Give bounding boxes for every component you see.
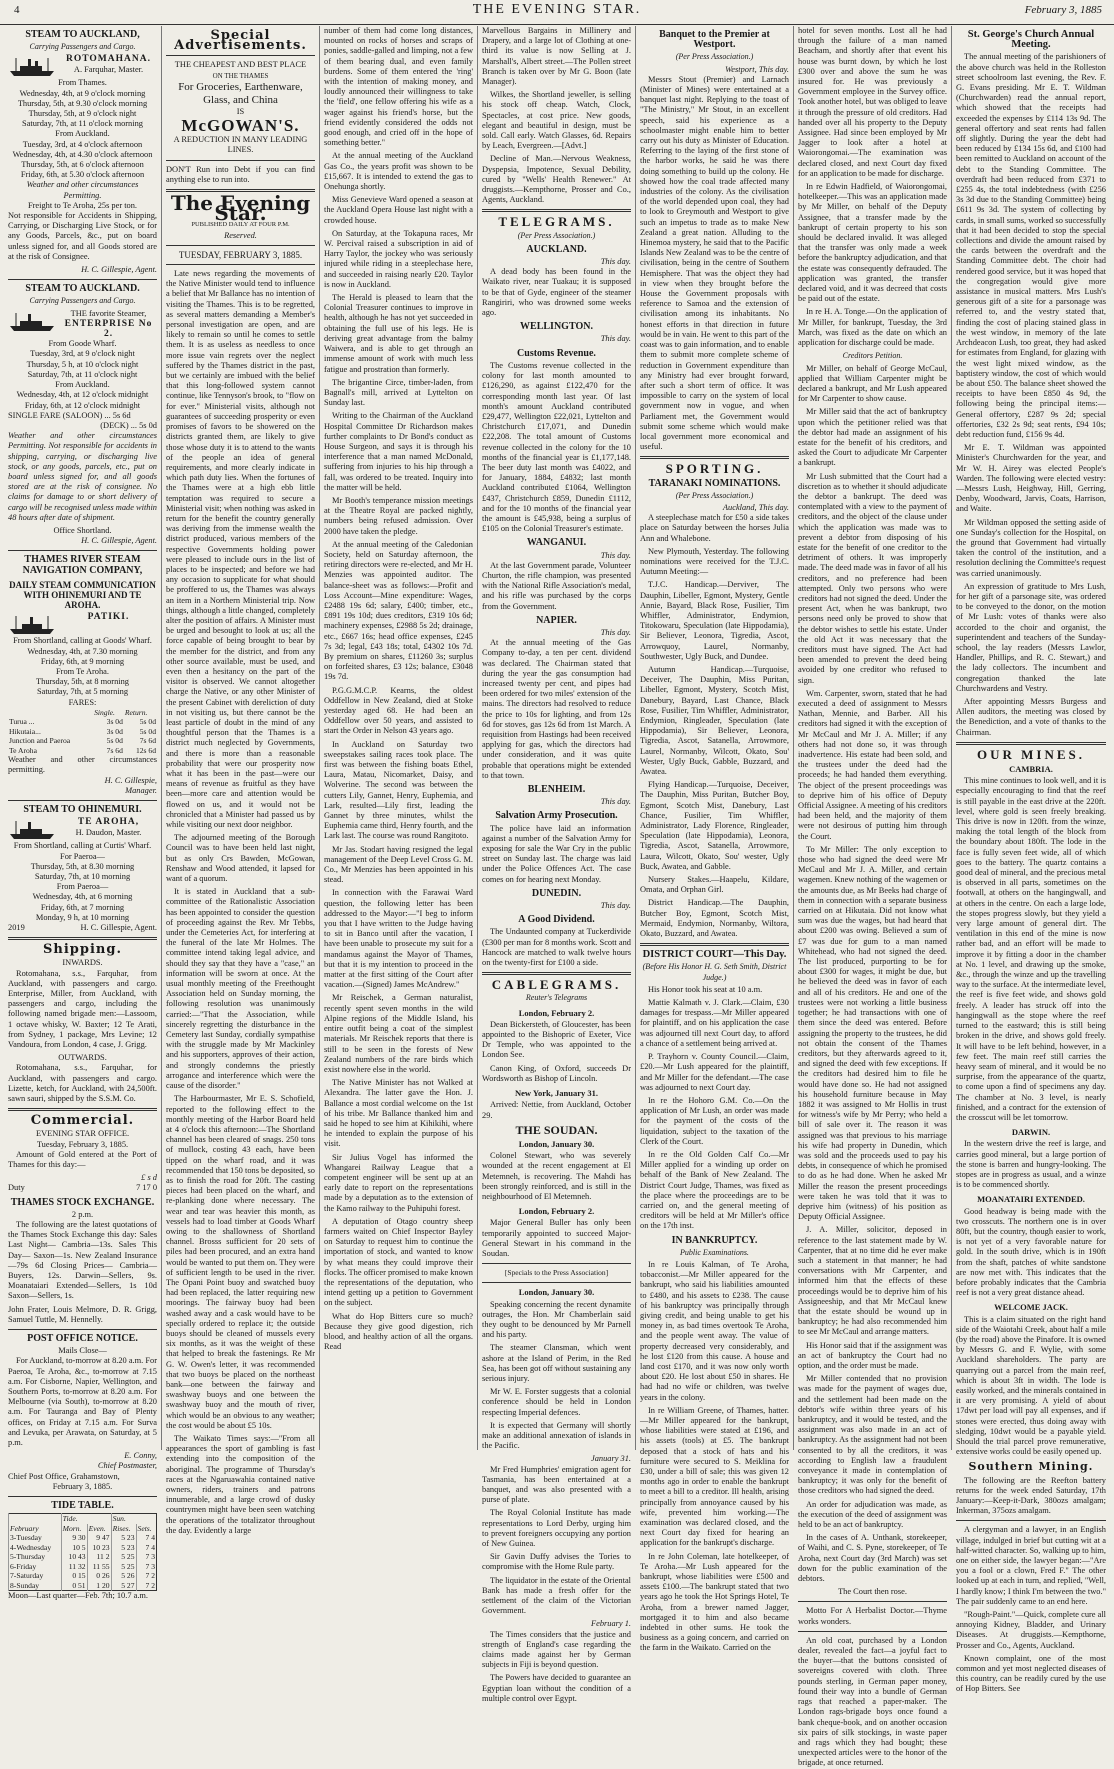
schedule-line: Wednesday, 4th, at 6 morning xyxy=(32,892,133,902)
article-paragraph: A steeplechase match for £50 a side takes place on Saturday between the horses Julia Ann and Whalebone. xyxy=(640,513,789,543)
schedule-line: Tuesday, 3rd, at 4 o'clock afternoon xyxy=(22,139,143,149)
article-paragraph: In re H. A. Tonge.—On the application of Mr Miller, for bankrupt, Tuesday, the 3rd March, was fixed as the date on which an application for discharge could be made. xyxy=(798,307,947,348)
special-line: [Specials to the Press Association] xyxy=(504,1268,609,1278)
tide-table-section xyxy=(8,1501,157,1601)
article-paragraph: Mr Booth's temperance mission meetings at the Theatre Royal are packed nightly, numbers being refused admission. Over 2000 have taken the pledge. xyxy=(324,495,473,536)
office-line: Office Shortland. xyxy=(53,525,112,535)
schedule-line: Thursday, 5th, at 8.30 morning xyxy=(30,861,135,871)
fares-table: Single. Return. Turua ... 3s 0d 5s 0d Hikutaia... 3s 0d 5s 0d Junction and Paeroa 5s 0d 7s 6d Te Aroha 7s 6d 12s 6d xyxy=(9,707,156,755)
newspaper-masthead-title: THE EVENING STAR. xyxy=(472,2,642,17)
section-heading-district-court: DISTRICT COURT—This Day. xyxy=(642,949,787,961)
article-paragraph: Amount of Gold entered at the Port of Thames for this day:— xyxy=(8,1149,157,1169)
mine-heading: WELCOME JACK. xyxy=(994,1302,1068,1313)
article-paragraph: In the western drive the reef is large, and carries good mineral, but a large portion of the stone is barren and hungry-looking. The stopes are in progress as usual, and a winze is to be commenced shortly. xyxy=(956,1139,1106,1190)
article-heading: TARANAKI NOMINATIONS. xyxy=(648,477,781,489)
article-paragraph: Rotomahana, s.s., Farquhar, from Auckland, with passengers and cargo. Enterprise, Miller, from Auckland, with passengers and cargo, including the following named brigade men:—Lassoom, 1 octave whisky, W. Baxter; 12 Te Arati, from Sydney, 1 package, Mrs Levine; 12 Vandoura, from London, 4 case, J. Grigg. xyxy=(8,968,157,1049)
article-paragraph: The Harbourmaster, Mr E. S. Schofield, reported to the following effect to the monthly meeting of the Harbor Board held at 4 o'clock this afternoon:—The Shortland channel has been cleared of snags. 250 tons of mullock, costing 43 each, have been tipped on the wharf road, and it was recommended that 150 tons be deposited, so as to finish the road for 20ft. The casting pieces had been placed on the wharf, and re-planking done where necessary. The wear and tear was heavier this month, as vessels had to load timber at Goods Wharf owing to the shallowness of Shortland channel. Brosss sufficient for 20 sets of piles had been procured, and an extra hand would be wanted to put them on. They were of sufficient length to be used in the river. The Opani Point buoy and swatched buoy had been replaced, the latter requiring new moorings. The fairway buoy had been washed away and a cask would have to be specially ordered to replace it; the outside buoys should be cleaned of mussels every six months, as it was the weight of these that helped to break the fastenings. Re Mr G. W. Owen's letter, it was recommended that two buoys be placed on the northeast bank—one between the fairway and swashway buoys and one between the swashway buoy and the mouth of river, which would be an obvious to any weather; the cost would be about £5 10s. xyxy=(166,1094,315,1430)
article-paragraph: Good headway is being made with the two crosscuts. The northern one is in over 80ft, but the country, though easier to work, is not yet of a very favorable nature for gold. In the south drive, which is in 190ft from the shaft, patches of white sandstone are now met with. This indicates that the before probably indicates that the Cambria reef is not a very great distance ahead. xyxy=(956,1206,1106,1298)
article-paragraph: District Handicap.—The Dauphin, Butcher Boy, Egmont, Scotch Mist, Mermaid, Endymion, Normanby, Wiltora, Okato, Buzzard, and Awatea. xyxy=(640,898,789,939)
article-paragraph: His Honor took his seat at 10 a.m. xyxy=(648,984,763,994)
article-paragraph: "Rough-Paint."—Quick, complete cure all annoying Kidney, Bladder, and Urinary Diseases. At druggists.—Kempthorne, Prosser and Co., Agents, Auckland. xyxy=(956,1610,1106,1650)
mine-heading: CAMBRIA. xyxy=(1009,764,1053,775)
article-paragraph: A deputation of Otago country sheep farmers waited on Chief Inspector Bayley on Saturday to request him to continue the importation of stock, and wanted to know by what means they could improve their flocks. The officer promised to make known the representations of the deputation, who intend getting up a petition to Government on the subject. xyxy=(324,1216,473,1308)
article-paragraph: Mr Jas. Stodart having resigned the legal management of the Deep Level Cross G. M. Co., Mr Menzies has been appointed in his stead. xyxy=(324,844,473,885)
schedule-line: Thursday, 5th, at 9.30 o'clock morning xyxy=(17,98,148,108)
article-paragraph: In re Louis Kalman, of Te Aroha, tobacconist.—Mr Miller appeared for the bankrupt, who said his liabilities amounted to £480, and his assets to £238. The cause of his bankruptcy was principally through giving credit, and being unable to get his money in, as bad times overtook Te Aroha, and the people went away. The value of property decreased very considerably, and he lost £120 from this cause. A house and land cost £170, and it was now only worth about £20. He lost about £50 in shares. He had had no wife or children, was twelve years in the colony. xyxy=(640,1259,789,1402)
article-paragraph: His Honor said that if the assignment was an act of bankruptcy the Court had no option, and the order must be made. xyxy=(798,1340,947,1370)
article-paragraph: Known complaint, one of the most common and yet most neglected diseases of this country, can be readily cured by the use of Hop Bitters. See xyxy=(956,1653,1106,1694)
article-paragraph: number of them had come long distances, mounted on rocks of horses and scraps of ponies, saddle-galled and limping, not a few of them bearing dual, and even family burdens. Some of them entered the 'ring' with the intention of making money, and loudly announced their willingness to take the 'field', one fellow offering his wife as a wager against his friend's horse, but the friend evidently considered the odds not good enough, and cried off in the hope of something better." xyxy=(324,26,473,148)
section-heading-cablegrams: CABLEGRAMS. xyxy=(491,977,622,993)
mine-heading: MOANATAIRI EXTENDED. xyxy=(977,1194,1085,1205)
schedule-line: From Shortland, calling at Goods' Wharf. xyxy=(13,636,152,646)
office-line: Chief Post Office, Grahamstown, xyxy=(8,1471,120,1481)
article-paragraph: Sir Gavin Duffy advises the Tories to compromise with the Home Rule party. xyxy=(482,1552,631,1572)
ship-name: ROTOMAHANA. xyxy=(66,54,151,65)
article-paragraph: Marvellous Bargains in Millinery and Drapery, and a large lot of Clothing at one-third its value is now Selling at J. Marshall's, Albert street.—The Pollen street Branch is taken over by Mr G. Boon (late Manager). xyxy=(482,26,631,87)
article-paragraph: Decline of Man.—Nervous Weakness, Dyspepsia, Impotence, Sexual Debility, cured by "Wells' Health Renewer." At druggists.—Kempthorne, Prosser and Co., Agents, Auckland. xyxy=(482,154,631,205)
column-2 xyxy=(162,26,320,1535)
article-paragraph: The brigantine Circe, timber-laden, from Bagnall's mill, arrived at Lyttelton on Sunday last. xyxy=(324,377,473,408)
dateline: Tuesday, February 3, 1885. xyxy=(36,1139,129,1149)
mine-heading: DARWIN. xyxy=(1011,1127,1051,1138)
ad-line: ON THE THAMES xyxy=(212,71,269,80)
dateline-place: DUNEDIN. xyxy=(531,887,582,899)
column-6 xyxy=(794,26,952,1768)
ship-name: TE AROHA, xyxy=(77,817,140,828)
agent-role: Manager. xyxy=(125,785,157,795)
ad-mcgowans xyxy=(166,60,315,185)
court-subheading: (Before His Honor H. G. Seth Smith, District Judge.) xyxy=(642,962,787,982)
article-paragraph: The annual meeting of the parishioners of the above church was held in the Rolleston street schoolroom last evening, the Rev. F. G. Evans presiding. Mr E. T. Wildman (Churchwarden) read the annual report, which showed that the receipts had exceeded the expenses by £114 13s 9d. The general offertory and seat rents had fallen off slightly. During the year the debt had been reduced by £134 15s 6d, and £100 had been remitted to Auckland on account of the debt to the Standing Committee. The overdraft had been reduced from £371 to £255 4s, the total indebtedness (with £256 3s 3d due to the Standing Committee) being £611 9s 3d. The system of collecting by cards, in small sums, worked so successfully that it had been decided to stop the special collections and divide the amount raised by the cards between the overdraft and the Standing Committee debt. The choir had rendered good service, but it was hoped that the congregation would give more assistance in musical matters. Mrs Lush's generous gift of a site for a parsonage was referred to, and the vestry stated that, finding the cost of placing stained glass in the west window, in memory of the late Archdeacon Lush, too great, they had asked for estimates from England, for glazing with the west light mixed window, as the baptistery window, the cost of which would be about £50. The balance sheet showed the receipts to have been £850 4s 9d, the following being the principal items:—General offertory, £287 9s 2d; special offertories, £32 2s 9d; seat rents, £94 10s; debt reduction fund, £156 9s 4d. xyxy=(956,52,1106,439)
dateline-place: London, January 30. xyxy=(518,1287,595,1298)
article-paragraph: P. Trayhorn v. County Council.—Claim, £20.—Mr Lush appeared for the plaintiff, and Mr Miller for the defendant.—The case was adjourned to next Court day. xyxy=(640,1052,789,1092)
article-paragraph: An old coat, purchased by a London dealer, revealed the fact—a joyful fact to the buyer—that the buttons consisted of sovereigns covered with cloth. Three pounds sterling, in German paper money, found their way into a bundle of German rags that reached a paper-maker. The London rags-brigade boys once found a bank cheque-book, and on another occasion six pairs of silk stockings, in waste paper and rags which they had bought; these unexpected articles were to the honor of the brigade, at once returned. xyxy=(798,1635,947,1768)
article-paragraph: The following are the Reefton battery returns for the week ended Saturday, 17th January:—Keep-it-Dark, 380ozs amalgam; Inkerman, 375ozs amalgam. xyxy=(956,1475,1106,1516)
masthead xyxy=(0,0,1114,25)
article-paragraph: Mr Fred Humphries' emigration agent for Tasmania, has been entertained at a banquet, and was also presented with a purse of plate. xyxy=(482,1464,631,1505)
article-heading: Southern Mining. xyxy=(968,1460,1094,1474)
article-paragraph: In re William Greene, of Thames, hatter.—Mr Miller appeared for the bankrupt, whose liabilities were stated at £196, and his assets (tools) at £5. The bankrupt deposed that a stock of hats and his furniture were secured to S. Meiklina for £30, under a bill of sale; this was given 12 months ago in order to enable the bankrupt to meet a bill to a creditor. Ill health, arising principally from annoyance caused by his wife, prevented him working.—The examination was declared closed, and the next Court day fixed for hearing an application for the bankrupt's discharge. xyxy=(640,1405,789,1548)
article-paragraph: Mr Wildman opposed the setting aside of one Sunday's collection for the Hospital, on the ground that Government had virtually taken the control of the institution, and a resolution declining the Committee's request was carried unanimously. xyxy=(956,517,1106,578)
schedule-line: Saturday, 7th, at 11 o'clock night xyxy=(27,369,138,379)
steamship-icon xyxy=(8,56,56,78)
article-paragraph: J. A. Miller, solicitor, deposed in reference to the last statement made by W. Carpenter, that at no time did he ever make such a statement in that manner; he had conversations with Mr Carpenter, and informed him that the effects of these proceedings would be to deprive him of his Assigneeship, and that Mr McCaul knew that the estate should be wound up in bankruptcy; he had also recommended him to see Mr McCaul and arrange matters. xyxy=(798,1225,947,1337)
section-heading: TIDE TABLE. xyxy=(51,1500,114,1512)
article-paragraph: New Plymouth, Yesterday. The following nominations were received for the T.J.C. Autumn Meeting:— xyxy=(640,546,789,577)
schedule-line: Monday, 9 h, at 10 morning xyxy=(35,912,130,922)
article-paragraph: Mr Miller, on behalf of George McCaul, applied that William Carpenter might be declared a bankrupt, and Mr Lush appeared for Mr Carpenter to show cause. xyxy=(798,363,947,404)
schedule-line: From Goode Wharf. xyxy=(48,339,117,349)
dateline-place: WANGANUI. xyxy=(526,537,587,549)
page-number: 4 xyxy=(14,4,20,16)
ad-notice-text: Not responsible for Accidents in Shipping, Carrying, or Discharging Live Stock, or for any Goods, Parcels, &c., put on board unless signed for, and all Goods stored are at the risk of Consignee. xyxy=(8,211,157,261)
article-paragraph: Mr W. E. Forster suggests that a colonial conference should be held in London respecting Imperial defences. xyxy=(482,1387,631,1417)
section-heading: Shipping. xyxy=(43,942,122,958)
article-paragraph: Motto For A Herbalist Doctor.—Thyme works wonders. xyxy=(798,1606,947,1626)
dateline-place: London, February 2. xyxy=(518,1007,595,1018)
article-paragraph: This mine continues to look well, and it is especially encouraging to find that the reef is still payable in the east drive at the 220ft. level, where gold is seen freely breaking. This drive is now in 120ft. from the winze, making the total length of the block from the boundary about 180ft. The lode in the face is fully seven feet wide, all of which goes to the battery. The quartz contains a good deal of mineral, and the precious metal is observed in all parts, sometimes on the footwall, at others on the hangingwall, and at others in the centre. On each a large lode, the stopes progress slowly, but they yield a very large amount of general dirt. The ventilation in this end of the mine is now rather bad, and an effort will be made to improve it by fitting a door in the chamber at No. 1 level, and drawing up the smoke, &c., through the winze and up the travelling way to the surface. At the intermediate level, the reef is five feet wide, and shows gold freely. A leader has struck off into the hangingwall as the stope where the reef turned to the eastward; this is still being broken in the drive, and shows gold freely. It will have to be left behind, however, in a few feet. The main reef still carries the heavy seam of mineral, and it would be no surprise, from the appearance of the quartz, to come upon a find of specimens any day. The chamber at No. 3 level, is nearly finished, and a contract for the extension of the crosscut will be let tomorrow. xyxy=(956,776,1106,1122)
table-row: Hikutaia... 3s 0d 5s 0d xyxy=(9,726,156,736)
article-paragraph: In re the Hohoro G.M. Co.—On the application of Mr Lush, an order was made for the payment of the costs of the liquidation, subject to the taxation of the Clerk of the Court. xyxy=(640,1095,789,1146)
article-paragraph: Miss Genevieve Ward opened a season at the Auckland Opera House last night with a crowded house. xyxy=(324,195,473,225)
article-paragraph: It is expected that Germany will shortly make an additional annexation of islands in the Pacific. xyxy=(482,1420,631,1451)
ad-thames-river-steam-navigation xyxy=(8,555,157,796)
broker-names: John Frater, Louis Melmore, D. R. Grigg, Samuel Tuttle, M. Hennelly. xyxy=(8,1304,157,1324)
press-association-line: (Per Press Association.) xyxy=(675,52,754,62)
article-paragraph: Mr E. T. Wildman was appointed Minister's Churchwarden for the year, and Mr W. H. Airey was elected People's Warden. The following were elected vestry:—Messrs Lush, Heighway, Hill, Gerring, Denby, Woodward, Jarvis, Coats, Harrison, and Waite. xyxy=(956,443,1106,514)
column-3 xyxy=(320,26,478,1450)
article-paragraph: Flying Handicap.—Turquoise, Deceiver, The Dauphin, Miss Puritan, Butcher Boy, Egmont, Scotch Mist, Danebury, Last Chance, Fusilier, Tim Whiffler, Administrator, Lady Florence, Ringleader, Speculation (late Hippodamia), Leonora, Tigredia, Ascot, Satanella, Arrowmore, Laura, Wilcott, Okato, Sou' wester, Ugly Buck, Awatea, and Gabble. xyxy=(640,780,789,871)
schedule-line: For Paeroa— xyxy=(60,851,105,861)
article-heading: A Good Dividend. xyxy=(518,914,595,926)
tide-table: Tide. Sun. February Morn. Even. Rises. Sets. 3-Tuesday 9 30 9 47 5 23 7 4 4-Wednesday 10 5 10 23 5 23 7 4 5-Thursday 10 43 11 2 5 25 7 3 6-Friday 11 32 11 55 5 25 7 3 7-Saturday 0 15 0 26 5 26 7 2 8-Sunday 0 51 1 20 5 27 7 2 xyxy=(10,1514,155,1590)
article-paragraph: Speaking concerning the recent dynamite outrages, the Hon. Mr Chamberlain said they ought to be denounced by Mr Parnell and his party. xyxy=(482,1299,631,1340)
dateline: February 3, 1885. xyxy=(52,1481,113,1491)
dateline-date: This day. xyxy=(600,550,631,560)
article-paragraph: In re the Old Golden Calf Co.—Mr Miller applied for a winding up order on behalf of the Bank of New Zealand. The District Court Judge, Thames, was fixed as the place where the proceedings are to be carried on, and the general meeting of creditors will be held at Mr Miller's office on the 17th inst. xyxy=(640,1149,789,1231)
ad-heading: STEAM TO OHINEMURI. xyxy=(23,804,142,816)
article-paragraph: The Waikato Times says:—"From all appearances the sport of gambling is fast extending into the composition of the aboriginal. The programme of Thursday's races at the Ngaruawahia contained native owners, riders, trainers and patrons innumerable, and a large crowd of dusky countrymen might have been seen watching the operations of the totalizator throughout the day. Evidently a large xyxy=(166,1434,315,1535)
steamship-icon xyxy=(8,311,56,333)
article-paragraph: The Royal Colonial Institute has made representations to Lord Derby, urging him to prevent foreigners occupying any portion of New Guinea. xyxy=(482,1508,631,1549)
weather-line: Weather and other circumstances permitting. xyxy=(8,755,157,775)
subheading: Creditors Petition. xyxy=(842,351,903,361)
article-paragraph: On Saturday, at the Tokapuna races, Mr W. Percival raised a subscription in aid of Harry Taylor, the jockey who was seriously injured while riding in a steeplechase here, and succeeded in raising nearly £20. Taylor is now in Auckland. xyxy=(324,228,473,289)
article-paragraph: Messrs Stout (Premier) and Larnach (Minister of Mines) were entertained at a banquet last night. Replying to the toast of "The Ministry," Mr Stout, in an excellent speech, said his experience as a schoolmaster might enable him to better carry out his duty as Minister of Education. Referring to the laying of the first stone of the harbor works, he said he was there doing something to build up the colony. He showed how the coal trade affected many industries of the colony. As the civilisation of the world depended upon coal, they had to look to Greymouth and Westport to give such an impetus to trade as to make New Zealand a great nation. Alluding to the Hinemoa mystery, he said that to the Pacific Islands New Zealand was to be the centre of civilisation, being in the centre of Southern Hemisphere. That was the object they had in view when they brought before the House the Government proposals with reference to Samoa and the extension of civilisation among its inhabitants. No honest efforts in that direction in future would be in vain. He went to this part of the coast was to gain information, and to enable them to submit more complete scheme of reduction in Government expenditure than any Ministry had ever brought forward, after such a short term of office. It was impossible to carry on the system of local government now in vogue, and when Parliament met, the Government would submit some scheme which would make local government more economical and useful. xyxy=(640,74,789,452)
article-paragraph: The Undaunted company at Tuckerdivide (£300 per man for 8 months work. Scott and Hancock are matched to walk twelve hours on the twenty-first for £100 a side. xyxy=(482,927,631,968)
schedule-line: Freight to Te Aroha, 25s per ton. xyxy=(27,200,138,210)
schedule-line: Wednesday, 4th, at 9 o'clock morning xyxy=(19,88,146,98)
schedule-line: Friday, 6th, at 5.30 o'clock afternoon xyxy=(20,170,145,180)
dateline-place: London, January 30. xyxy=(518,1138,595,1149)
ship-master: A. Farquhar, Master. xyxy=(73,64,144,74)
subheading: EVENING STAR OFFICE. xyxy=(35,1129,130,1139)
steamship-icon xyxy=(8,819,56,841)
schedule-line: From Paeroa— xyxy=(56,882,109,892)
section-heading-sporting: SPORTING. xyxy=(665,461,764,477)
subheading: INWARDS. xyxy=(62,958,103,968)
article-paragraph: The Powers have decided to guarantee an Egyptian loan without the condition of a multiple control over Egypt. xyxy=(482,1673,631,1703)
table-row: Junction and Paeroa 5s 0d 7s 6d xyxy=(9,736,156,746)
article-paragraph: Major General Buller has only been temporarily appointed to succeed Major-General Stewart in his command in the Soudan. xyxy=(482,1218,631,1258)
steamship-icon xyxy=(8,614,56,636)
schedule-line: From Shortland, calling at Curtis' Wharf. xyxy=(13,841,152,851)
ad-code: 2019 xyxy=(8,922,25,932)
schedule-line: From Thames. xyxy=(58,78,107,88)
ad-line: A REDUCTION IN MANY LEADING LINES. xyxy=(173,135,308,155)
article-paragraph: At the annual meeting of the Gas Company to-day, a ten per cent. dividend was declared. The Chairman stated that during the year the gas consumption had increased twenty per cent, and pipes had been ordered for two miles' extension of the mains. The directors had resolved to reduce the price to 10s for lighting, and from 12s 6d for stoves, gas 12s 6d from 1st March. A requisition from Hastings had been received applying for gas, which the directors had under consideration, and it was quite probable that operations might be extended to that town. xyxy=(482,638,631,780)
moon-phase-line: Moon—Last quarter—Feb. 7th; 10.7 a.m. xyxy=(8,1591,149,1601)
dateline-date: This day. xyxy=(600,257,631,267)
dateline: Auckland, This day. xyxy=(722,502,789,512)
section-heading: Commercial. xyxy=(30,1113,135,1129)
dateline-place: London, February 2. xyxy=(518,1206,595,1217)
article-paragraph: Writing to the Chairman of the Auckland Hospital Committee Dr Richardson makes further complaints to Dr Bond's conduct as House Surgeon, and says it is through his interference that a man named McDonald, suffering from injuries to his hip through a fall, was ordered to be treated. Inquiry into the matter will be held. xyxy=(324,411,473,492)
dateline-date: This day. xyxy=(600,797,631,807)
article-paragraph: The Times considers that the justice and strength of England's case regarding the claims made against her by German subjects in Fiji is beyond question. xyxy=(482,1629,631,1670)
section-heading: Special Advertisements. xyxy=(174,28,307,54)
section-heading-bankruptcy: IN BANKRUPTCY. xyxy=(671,1234,758,1246)
article-paragraph: The following are the latest quotations of the Thames Stock Exchange this day: Sales Last Night— Cambria—13s. Sales This Day— Saxon—1s. New Zealand Insurance—79s 6d Closing Prices— Cambria—Buyers, 12s. Darwin—Sellers, 9s. Moanataiari Extended—Sellers, 1s 10d Saxon—Sellers, 1s. xyxy=(8,1220,157,1301)
table-row: 4-Wednesday 10 5 10 23 5 23 7 4 xyxy=(10,1542,155,1552)
article-paragraph: Mr Miller said that the act of bankruptcy upon which the petitioner relied was that the debtor had made an assignment of his estate for the benefit of his creditors, and asked the Court to adjudicate Mr Carpenter a bankrupt. xyxy=(798,407,947,468)
schedule-line: Weather and other circumstances Permitting. xyxy=(26,180,139,200)
article-paragraph: It is stated in Auckland that a sub-committee of the Rationalistic Association has been appointed to consider the question of proceeding against the Rev. Mr Tebbs, under the Cemeteries Act, for interfering at the funeral of the late Mr Holmes. The committee intend taking legal advice, and should they say that they have a "case," an information will be sworn at once. At the usual monthly meeting of the Freethought Association held on Sunday morning, the following resolution was unanimously carried:—"That the Association, while sincerely regretting the disturbance in the Cemetery last Sunday, cordially sympathise with the struggle made by Mr Mackinley and his supporters, approves of their action, and strongly condemns the priestly arrogance and interference which were the cause of the disorder." xyxy=(166,887,315,1091)
article-paragraph: Mr Lush submitted that the Court had a discretion as to whether it should adjudicate the debtor a bankrupt. The deed was contemplated with a view to the payment of creditors, and the object of the clause under which the application was made was to prevent a debtor from disposing of his estate for the benefit of one creditor to the detriment of others. It was improperly made. The deed made was in favor of all his creditors, and no preference had been attempted. Only two persons who were creditors had not signed the deed. Under the present Act, when he was bankrupt, two persons need only be proved to show that the debtor wishes to settle his estate. Under the old Act it was necessary that the creditors must have signed. The Act had been amended to prevent the deed being avoided by one creditor who refused to sign. xyxy=(798,471,947,685)
schedule-line: Friday, 6th, at 7 morning xyxy=(40,902,125,912)
ship-intro: THE favorite Steamer, xyxy=(70,308,147,318)
schedule-line: Saturday, 7th, at 10 morning xyxy=(34,871,131,881)
article-paragraph: The adjourned meeting of the Borough Council was to have been held last night, but as only Crs Bawden, McGowan, Renshaw and Wood attended, it lapsed for want of a quorum. xyxy=(166,833,315,884)
signature-role: Chief Postmaster, xyxy=(97,1461,157,1471)
dateline-place: BLENHEIM. xyxy=(527,784,586,796)
schedule-line: Thursday, 5th, at 6 o'clock afternoon xyxy=(21,160,144,170)
dateline: 2 p.m. xyxy=(71,1209,94,1219)
ad-line: For Groceries, Earthenware, Glass, and China xyxy=(178,80,303,106)
article-paragraph: A dead body has been found in the Waikato river, near Tuakau; it is supposed to be that of Gyde, engineer of the steamer Rangiriri, who was drowned some weeks ago. xyxy=(482,267,631,318)
column-5 xyxy=(636,26,794,1653)
section-heading-soudan: THE SOUDAN. xyxy=(515,1122,598,1137)
ship-name: PATIKI. xyxy=(87,612,130,623)
agent-signature: H. C. Gillespie, Agent. xyxy=(81,265,157,275)
article-paragraph: Arrived: Nettie, from Auckland, October 29. xyxy=(482,1100,631,1120)
subheading: Public Examinations. xyxy=(680,1247,749,1257)
article-paragraph: The Native Minister has not Walked at Alexandra. The latter gave the Hon. J. Ballance a most cordial welcome on the 1st of his tribe. Mr Ballance thanked him and said he hoped to see him at Kihikihi, where he intended to explain the purpose of his visit. xyxy=(324,1078,473,1149)
article-paragraph: For Auckland, to-morrow at 8.20 a.m. For Paeroa, Te Aroha, &c., to-morrow at 7.15 a.m. For Cisborne, Napier, Wellington, and Southern Ports, to-morrow at 8.20 a.m. For Melbourne (via South), to-morrow at 8.20 a.m. For Tauranga and Bay of Plenty offices, on Friday at 7.15 a.m. For Surva and Levuka, per Arawata, on Saturday, at 5 p.m. xyxy=(8,1356,157,1448)
table-row: 5-Thursday 10 43 11 2 5 25 7 3 xyxy=(10,1552,155,1562)
agent-signature: H. C. Gillespie, xyxy=(104,775,157,785)
article-paragraph: At the last Government parade, Volunteer Churton, the rifle champion, was presented with the National Rifle Association's medal, and his rifle was purchased by the corps from the Government. xyxy=(482,560,631,611)
article-paragraph: Wm. Carpenter, sworn, stated that he had executed a deed of assignment to Messrs Nathan, Mennie, and Barber. All his creditors had signed it with the exception of Mr McCaul and Mr J. A. Miller; if any others had not done so, it was through inadvertence. His estate had been sold, and the trustees under the deed had the proceeds; he had handed them everything. The object of the present proceedings was to deprive him of his office of Deputy Official Assignee. A meeting of his creditors had been held, and the majority of them were not desirous of putting him through the Court. xyxy=(798,688,947,841)
article-paragraph: Wilkes, the Shortland jeweller, is selling his stock off cheap. Watch, Clock, Spectacles, at cost price. New goods, elegant and beautiful in design, must be sold. Call early. Watch Glasses, 6d. Repairs by Leach, Evergreen.—[Advt.] xyxy=(482,90,631,151)
section-heading-telegrams: TELEGRAMS. xyxy=(498,214,615,230)
column-4 xyxy=(478,26,636,1703)
shipping-section xyxy=(8,942,157,1104)
schedule-line: Friday, 6th, at 9 morning xyxy=(40,656,125,666)
table-row: 3-Tuesday 9 30 9 47 5 23 7 4 xyxy=(10,1533,155,1543)
editorial-paragraph: Late news regarding the movements of the Native Minister would tend to influence a belief that Mr Ballance has no intention of visiting the Thames. This is to be regretted, as several matters demanding a Member's personal investigation are open, and are likely to remain so until he comes to settle them. It is as useless as needless to once more issue vain regrets over the neglect suffered by the Thames district in the past, but we certainly are imbued with the belief that this long-followed system cannot continue, like Tennyson's brook, to "flow on for ever." Ministerial visits, although not guarantees of succeeding prosperity or even promises of favors to be showered on the districts granted them, are likely to give those whose duty it is to attend to the wants of the people an idea of general requirements, and more clearly indicate in which path duty lies. When the fortunes of the Thames were at a high ebb little temptation was required to secure a Ministerial visit; when nothing was asked in return for the benefit the country generally was deriving from the immense wealth the district produced, various members of the respective Governments holding power were pleased to include ours in the list of places to be inspected; and before we had any occasion to supplicate for what should be proffered to us, the Thames was always an item in a Northern Ministerial trip. Now things, although a little changed, completely alter the position of affairs. A Minister must be urged and besought to look at us; all the force capable of being brought to bear by the member for the district, and from any other source available, must be used, and even then a hesitancy on the part of the visitor is observed. We cannot altogether charge the Native, or any other Minister of the present Cabinet with dereliction of duty in not visiting us, but there cannot be the least particle of doubt in the mind of any thoughtful person that the Thames is a district much neglected by Governments, and there is more than a reasonable probability that were our prosperity now what it has been in the past—were our means of revenue as fruitful as they have been—more care and attention would be flowed on us, and it would not be chronicled that a Minister had passed us by while visiting our next door neighbor. xyxy=(166,269,315,830)
press-association-line: (Per Press Association.) xyxy=(517,230,596,240)
ad-line: IS xyxy=(236,106,245,116)
ad-steam-to-auckland-rotomahana xyxy=(8,30,157,275)
table-row: Turua ... 3s 0d 5s 0d xyxy=(9,717,156,727)
signature: E. Conny, xyxy=(124,1451,157,1461)
article-paragraph: Nursery Stakes.—Haapelu, Kildare, Omata, and Orphan Girl. xyxy=(640,875,789,895)
article-paragraph: Colonel Stewart, who was severely wounded at the recent engagement at El Metemneh, is recovering. The Mahdi has been strongly reinforced, and is still in the neighbourhood of El Metemneh. xyxy=(482,1151,631,1201)
article-paragraph: Mr Miller contended that no provision was made for the payment of wages due, and the settlement had been made on the debtor's wife within three years of his bankruptcy, and it would be tested, and the assignment was also made in an act of bankruptcy. As the assignment had not been consented to by all the creditors, it was according to English law a fraudulent conveyance it made in contemplation of bankruptcy; it was only for the benefit of those creditors who had signed the deed. xyxy=(798,1374,947,1496)
duty-label: Duty xyxy=(8,1183,25,1193)
subheading: THAMES STOCK EXCHANGE. xyxy=(10,1196,155,1208)
ad-steam-to-auckland-enterprise xyxy=(8,284,157,546)
subheading: OUTWARDS. xyxy=(58,1053,107,1063)
article-paragraph: To Mr Miller: The only exception to those who had signed the deed were Mr McCaul and Mr J. A. Miller, and certain wagemen. Knew nothing of the wagemen or the amounts due, as Mr Beeks had charge of them in connection with a separate business carried on at Hikutaia. Did not know what sum was due the wages, but had heard that about £200 was owing. Believed a sum of £7 was due for gum to a man named Whitehead, who had not signed the deed. The list produced, purporting to be for about £300 for wages, it might be due, but he believed the deed was in favor of each and all of his creditors. He and one of the trustees were not working a little business together; he had transactions with one of them since the deed was entered. Before assigning the property to the trustees, he did not obtain the consent of the Thames creditors, but they afterwards agreed to it, and signed the deed with few exceptions. If the creditors had desired him to file he would have done so. He had not assigned his household furniture because in May 1882 it was assigned to Mr Hollis in trust for witness's wife by Mr Perry; who held a bill of sale over it. The reason it was assigned was that previous to his marriage his wife had property in Dunedin, which was sold and the proceeds used to pay his debts, in consequence of which he promised to do as he had done. When he asked Mr Miller the reason the present proceedings were taken he was told that it was to deprive him (witness) of his position as Deputy Official Assignee. xyxy=(798,844,947,1222)
ad-line: DON'T Run into Debt if you can find anything else to run into. xyxy=(166,164,315,184)
dateline-place: AUCKLAND. xyxy=(526,243,587,255)
article-heading: St. George's Church Annual Meeting. xyxy=(967,29,1095,51)
ad-subheading: DAILY STEAM COMMUNICATION WITH OHINEMURI AND TE AROHA. xyxy=(9,579,156,611)
article-paragraph: What do Hop Bitters cure so much? Because they give good digestion, rich blood, and healthy action of all the organs. Read xyxy=(324,1311,473,1352)
article-paragraph: Dean Bickersteth, of Gloucester, has been appointed to the Bishopric of Exeter, Vice Dr Temple, who was appointed to the London See. xyxy=(482,1019,631,1060)
reuters-line: Reuter's Telegrams xyxy=(525,993,588,1003)
schedule-line: Saturday, 7th, at 5 morning xyxy=(36,687,129,697)
ad-heading: STEAM TO AUCKLAND. xyxy=(25,283,140,295)
post-office-notice xyxy=(8,1334,157,1492)
ad-subheading: Carrying Passengers and Cargo. xyxy=(29,296,136,306)
ship-master: H. Daudon, Master. xyxy=(75,827,142,837)
article-paragraph: The liquidator in the estate of the Oriental Bank has made a fresh offer for the settlement of the claim of the Victorian Government. xyxy=(482,1575,631,1616)
article-paragraph: The steamer Clansman, which went ashore at the Island of Perim, in the Red Sea, has been got off without sustaining any serious injury. xyxy=(482,1343,631,1383)
article-paragraph: After appointing Messrs Burgess and Allen auditors, the meeting was closed by the Benediction, and a vote of thanks to the Chairman. xyxy=(956,697,1106,737)
schedule-line: From Auckland. xyxy=(55,129,110,139)
schedule-line: Thursday, 5th, at 9 o'clock night xyxy=(28,109,137,119)
article-paragraph: In Auckland on Saturday two sweepstakes sailing races took place. The first was between the fishing boats Ethel, Laura, Matau, Nicomarket, Daisy, and Wolverine. The second was between the cutters Lily, Gannet, Henry, Euphemia, and Lark, resulted—Lily first, leading the Gannet by three minutes, whilst the Euphemia came third, Henry fourth, and the Lark last. The course was round Rangitoto. xyxy=(324,739,473,841)
article-paragraph: Canon King, of Oxford, succeeds Dr Wordsworth as Bishop of Lincoln. xyxy=(482,1063,631,1083)
article-paragraph: At the annual meeting of the Auckland Gas Co., the years profit was shown to be £15,667. It is intended to extend the gas to Onehunga shortly. xyxy=(324,151,473,192)
section-heading-our-mines: OUR MINES. xyxy=(976,746,1085,762)
schedule-line: Wednesday, 4th, at 7.30 morning xyxy=(27,646,138,656)
table-row: 6-Friday 11 32 11 55 5 25 7 3 xyxy=(10,1561,155,1571)
agent-signature: H. C. Gillespie, Agent. xyxy=(81,536,157,546)
article-heading: Salvation Army Prosecution. xyxy=(495,810,618,822)
dateline-date: This day. xyxy=(600,334,631,344)
subheading: Mails Close— xyxy=(58,1346,107,1356)
ship-name: ENTERPRISE No 2. xyxy=(64,318,153,340)
schedule-line: Thursday, 5th, at 8 morning xyxy=(36,677,129,687)
ad-heading: STEAM TO AUCKLAND, xyxy=(25,29,140,40)
article-paragraph: hotel for seven months. Lost all he had through the failure of a man named Beacham, and shortly after that event his house was burnt down, by which he lost £300 over and above the sum he was insured for. He was previously a Government employee in the Survey office. Took another hotel, but was obliged to leave it through the pressure of old creditors. Had handed over all his property to the Deputy Assignee. Had since been employed by Mr Jagger to look after a hotel at Waiorongomai.—The examination was declared closed, and next Court day fixed for an application to be made for discharge. xyxy=(798,26,947,178)
column-1 xyxy=(4,26,162,1601)
ad-subheading: Carrying Passengers and Cargo. xyxy=(29,42,136,52)
ad-notice-text: Weather and other circumstances Permitting. Not responsible for accidents in shipping, carrying, or discharging live stock, or any goods, parcels, etc., put on board unless signed for, and all goods stored are at the risk of consignee. No claims for damage to or short delivery of cargo will be recognised unless made within 48 hours after date of shipment. xyxy=(8,431,157,522)
ad-steam-to-ohinemuri xyxy=(8,805,157,933)
article-paragraph: Rotomahana, s.s., Farquhar, for Auckland, with passengers and cargo. Lizette, ketch, for Auckland, with 24,500ft. sawn sauri, shipped by the S.S.M. Co. xyxy=(8,1063,157,1103)
schedule-line: From Te Aroha. xyxy=(56,666,109,676)
currency-header: £ s d xyxy=(141,1173,157,1183)
schedule-line: Saturday, 7th, at 11 o'clock morning xyxy=(22,119,143,129)
article-paragraph: An order for adjudication was made, as the execution of the deed of assignment was held to be an act of bankruptcy. xyxy=(798,1499,947,1530)
article-paragraph: In connection with the Farawai Ward question, the following letter has been addressed to the Mayor:—"I beg to inform you that I have written to the Judge having to sit in Banco until after the vacation, I have been unable to prosecute my suit for a mandamus against the Mayor of Thames, but that it is my intention to proceed in the matter at the first sitting of the Court after vacation.—(Signed) James McAndrew." xyxy=(324,888,473,990)
commercial-section xyxy=(8,1113,157,1325)
ad-brand-name: McGOWAN'S. xyxy=(181,116,300,136)
reserved-note: Reserved. xyxy=(224,230,257,240)
schedule-line: Wednesday, 4th, at 12 o'clock midnight xyxy=(16,390,149,400)
article-paragraph: T.J.C. Handicap.—Derviver, The Dauphin, Libeller, Egmont, Mystery, Gentle Annie, Bayard, Black Rose, Fusilier, Tim Whiffler, Administrator, Endymion, Titokowaru, Speculation (late Hippodamia), Sir Believer, Leonora, Tigredia, Ascot, Arrowquoy, Laurel, Normanby, Southwester, Ugly Buck, and Dundee. xyxy=(640,580,789,661)
article-paragraph: An expression of gratitude to Mrs Lush, for her gift of a parsonage site, was ordered to be conveyed to the donor, on the motion of Mr Lush: votes of thanks were also accorded to the choir and organist, the superintendent and teachers of the Sunday-school, the lay readers (Messrs Lawlor, Handler, Phillips, and R. C. Stewart,) and the lady collectors. The incumbent and congregation thanked the late Churchwardens and Vestry. xyxy=(956,581,1106,693)
article-paragraph: The police have laid an information against a number of the Salvation Army for exposing for sale the War Cry in the public street on Sunday last. The charge was laid under the Police Offences Act. The case comes on for hearing next Monday. xyxy=(482,823,631,884)
article-heading: Customs Revenue. xyxy=(517,347,596,359)
agent-signature: H. C. Gillespie, Agent. xyxy=(80,922,157,932)
column-7 xyxy=(952,26,1110,1694)
duty-value: 7 17 0 xyxy=(136,1183,157,1193)
schedule-line: Friday, 6th, at 12 o'clock midnight xyxy=(24,400,141,410)
newspaper-title: The Evening Star. xyxy=(170,191,311,226)
article-paragraph: A clergyman and a lawyer, in an English village, indulged in brief but cutting wit at a half-witted character. So, walking up to him, one on either side, the lawyer began:—"Are you a fool or a clown, Fred F." The other looked up at each in turn, and replied, "Well, I hardly know; I think I'm between the two." The pair suddenly came to an end here. xyxy=(956,1525,1106,1606)
dateline-date: This day. xyxy=(600,627,631,637)
dateline-date: This day. xyxy=(600,901,631,911)
article-paragraph: In re Edwin Hadfield, of Waiorongomai, hotelkeeper.—This was an application made by Mr Miller, on behalf of the Deputy Assignee, that a transfer made by the bankrupt of certain property to his son should be declared invalid. It was alleged that the transfer was only made a week before the bankruptcy adjudication, and that the estate was consequently defrauded. The application was granted, the transfer declared void, and it was decreed that costs be paid out of the estate. xyxy=(798,182,947,304)
dateline-place: WELLINGTON. xyxy=(520,321,593,333)
schedule-line: From Auckland. xyxy=(55,380,110,390)
dateline-place: New York, January 31. xyxy=(514,1088,599,1099)
article-paragraph: The Court then rose. xyxy=(838,1587,907,1597)
schedule-line: Wednesday, 4th, at 4.30 o'clock afternoon xyxy=(12,149,153,159)
ad-line: THE CHEAPEST AND BEST PLACE xyxy=(174,60,307,70)
table-row: 8-Sunday 0 51 1 20 5 27 7 2 xyxy=(10,1580,155,1590)
article-paragraph: At the annual meeting of the Caledonian Society, held on Saturday afternoon, the retiring directors were re-elected, and Mr H. Menzies was appointed auditor. The balance-sheet was as follows:—Profit and Loss Account—Mine expenditure: Wages, £2488 19s 6d; salary, £400; timber, etc., £891 19s 10d; dues creditors, £319 10s 6d; machinery expenses, £2988 5s 2d; drainage, etc., £667 16s; head office expenses, £245 7s 3d; legal, £43 18s; total, £4302 10s 7d. By premium on shares, £11260 3s; surplus on forfeited shares, £3 12s; balance, £3048 19s 7d. xyxy=(324,539,473,682)
table-row: 7-Saturday 0 15 0 26 5 26 7 2 xyxy=(10,1571,155,1581)
press-association-line: (Per Press Association.) xyxy=(675,490,754,500)
article-paragraph: Autumn Handicap.—Turquoise, Deceiver, The Dauphin, Miss Puritan, Libeller, Egmont, Mystery, Scotch Mist, Danebury, Bayard, Last Chance, Black Rose, Fusilier, Tim Whiffler, Administrator, Endymion, Ringleader, Speculation (late Hippodamia), Sir Believer, Leonora, Tigredia, Ascot, Satanella, Arrowmore, Laurel, Normanby, Wilcott, Okato, Sou' Wester, Ugly Buck, Gabble, Buzzard, and Awatea. xyxy=(640,664,789,777)
article-paragraph: P.G.G.M.C.P. Kearns, the oldest Oddfellow in New Zealand, died at Stoke yesterday aged 68. He had been an Oddfellow over 50 years, and assisted to start the Order in Nelson 43 years ago. xyxy=(324,685,473,736)
dateline-place: NAPIER. xyxy=(536,614,577,626)
article-paragraph: Mr Reischek, a German naturalist, recently spent seven months in the wild Alpine regions of the Middle Island, his entire outfit being a coat of the simplest materials. Mr Reischek reports that there is still to be seen in the forests of New Zealand numbers of the rare birds which exist nowhere else in the world. xyxy=(324,993,473,1074)
article-heading: Banquet to the Premier at Westport. xyxy=(659,29,770,51)
fare-line: (DECK) ... 5s 0d xyxy=(100,420,157,430)
ad-heading: THAMES RIVER STEAM NAVIGATION COMPANY, xyxy=(22,554,143,576)
article-paragraph: This is a claim situated on the right hand side of the Waiotahi Creek, about half a mile (by the road) above the Pinafore. It is owned by Messrs G. and F. Wylie, with some Auckland shareholders. The party are quarrying out a parcel from the main reef, which is about 3ft in width. The lode is easily worked, and the minerals contained in it are very promising. A yield of about 17dwt per load will pay all expenses, and if stones were erected, thus doing away with sledging, 10dwt would be a payable yield. Should the trial parcel prove remunerative, extensive works could be easily opened up. xyxy=(956,1314,1106,1457)
article-paragraph: Sir Julius Vogel has informed the Whangarei Railway League that a competent engineer will be sent up at an early date to report on the representations made by a deputation as to the extension of the Kamo railway to the Puhipuhi forest. xyxy=(324,1152,473,1213)
editorial-dateline: TUESDAY, FEBRUARY 3, 1885. xyxy=(178,249,303,260)
article-paragraph: The Herald is pleased to learn that the Colonial Treasurer continues to improve in health, although he has not yet succeeded in obtaining the full use of his legs. He is deriving great advantage from the balmy Waiwera, and is able to get through an immense amount of work with much less fatigue and prostration than formerly. xyxy=(324,293,473,374)
article-paragraph: The Customs revenue collected in the colony for last month amounted to £126,290, as against £122,470 for the corresponding month last year. Of last month's amount Auckland contributed £29,477, Wellington £22,021, Lyttelton and Christchurch £17,071, and Dunedin £22,208. The total amount of Customs revenue collected in the colony for the 10 months of the financial year is £1,177,148. The beer duty last month was £4022, and for January, 1884, £4832; last month Auckland contributed £1064, Wellington £437, Christchurch £859, Dunedin £1112, and for the 10 months of the financial year the amount is £45,938, being a surplus of £105 on the Colonial Treasurer's estimate. xyxy=(482,360,631,534)
article-paragraph: In re John Coleman, late hotelkeeper, of Te Aroha.—Mr Lush appeared for the bankrupt, whose liabilities were £500 and assets £100.—The bankrupt stated that two years ago he took the Hot Springs Hotel, Te Aroha, from a brewer named Jagger, mortgaged it to him and also became indebted in other sums. He took the business as a going concern, and carried on the farm in the Waikato. Carried on the xyxy=(640,1551,789,1653)
publication-note: PUBLISHED DAILY AT FOUR P.M. xyxy=(191,221,290,229)
dateline-date: January 31. xyxy=(590,1454,631,1464)
masthead-date: February 3, 1885 xyxy=(1024,4,1102,16)
newspaper-page xyxy=(4,26,1110,1768)
table-row: Te Aroha 7s 6d 12s 6d xyxy=(9,745,156,755)
article-paragraph: In the cases of A. Unthank, storekeeper, of Waihi, and C. S. Pyne, storekeeper, of Te Aroha, next Court day (3rd March) was set down for the public examination of the debtors. xyxy=(798,1533,947,1584)
schedule-line: Tuesday, 3rd, at 9 o'clock night xyxy=(30,349,135,359)
article-paragraph: Mattie Kalmath v. J. Clark.—Claim, £30 damages for trespass.—Mr Miller appeared for plaintiff, and on his application the case was adjourned till next Court day, to afford a chance of a settlement being arrived at. xyxy=(640,998,789,1048)
section-heading: POST OFFICE NOTICE. xyxy=(27,1333,138,1345)
dateline: Westport, This day. xyxy=(725,64,789,74)
schedule-line: Thursday, 5 h, at 10 o'clock night xyxy=(26,359,139,369)
fares-title: FARES: xyxy=(68,697,97,707)
fare-line: SINGLE FARE (SALOON) ... 5s 6d xyxy=(8,410,131,420)
dateline-date: February 1. xyxy=(590,1619,631,1629)
